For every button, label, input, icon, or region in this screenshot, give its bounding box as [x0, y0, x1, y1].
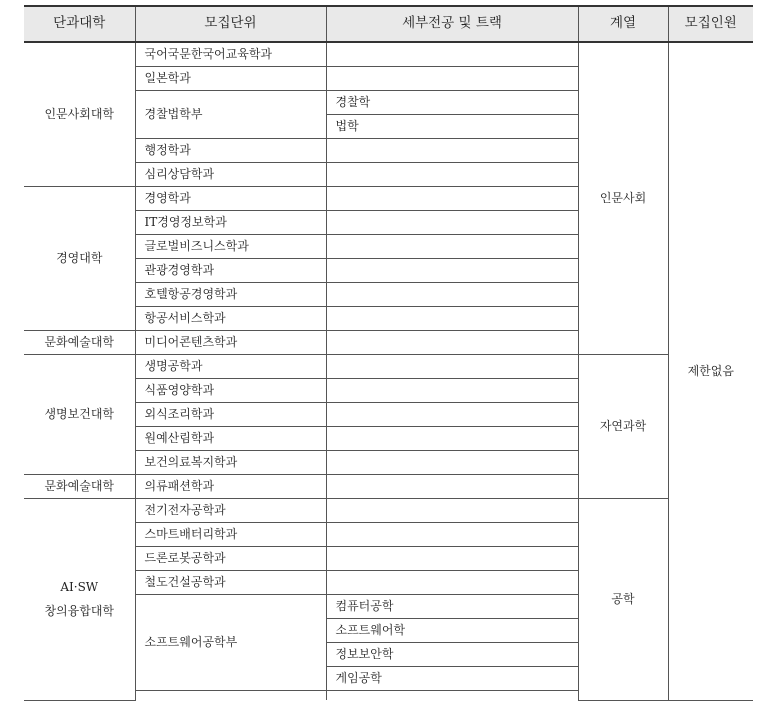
- track-cell: [326, 162, 578, 186]
- quota-cell: 제한없음: [668, 42, 753, 700]
- college-name-line1: AI·SW: [60, 580, 99, 594]
- unit-cell: 원예산림학과: [135, 426, 326, 450]
- unit-cell: 스마트배터리학과: [135, 522, 326, 546]
- track-cell: [326, 402, 578, 426]
- college-name-line2: 창의융합대학: [44, 604, 115, 618]
- field-cell: 공학: [578, 498, 668, 700]
- unit-cell: 심리상담학과: [135, 162, 326, 186]
- college-cell: [24, 498, 135, 700]
- track-cell: [326, 186, 578, 210]
- unit-cell: [135, 690, 326, 700]
- track-cell: 정보보안학: [326, 642, 578, 666]
- track-cell: [326, 426, 578, 450]
- track-cell: [326, 378, 578, 402]
- track-cell: [326, 306, 578, 330]
- unit-cell: 항공서비스학과: [135, 306, 326, 330]
- unit-cell: 호텔항공경영학과: [135, 282, 326, 306]
- unit-cell: 의류패션학과: [135, 474, 326, 498]
- college-cell: 문화예술대학: [24, 474, 135, 498]
- field-cell: 인문사회: [578, 42, 668, 354]
- college-cell: 경영대학: [24, 186, 135, 330]
- track-cell: 경찰학: [326, 90, 578, 114]
- track-cell: [326, 546, 578, 570]
- unit-cell: 철도건설공학과: [135, 570, 326, 594]
- header-row: [24, 6, 753, 42]
- track-cell: 컴퓨터공학: [326, 594, 578, 618]
- unit-cell: 보건의료복지학과: [135, 450, 326, 474]
- track-cell: [326, 498, 578, 522]
- table-row: [24, 498, 753, 522]
- college-cell: 생명보건대학: [24, 354, 135, 474]
- unit-cell: 행정학과: [135, 138, 326, 162]
- header-unit: 모집단위: [135, 6, 326, 42]
- track-cell: 게임공학: [326, 666, 578, 690]
- admissions-table: [24, 5, 753, 701]
- track-cell: [326, 570, 578, 594]
- track-cell: [326, 354, 578, 378]
- unit-cell: 경찰법학부: [135, 90, 326, 138]
- header-quota: 모집인원: [668, 6, 753, 42]
- unit-cell: 글로벌비즈니스학과: [135, 234, 326, 258]
- track-cell: [326, 450, 578, 474]
- unit-cell: 미디어콘텐츠학과: [135, 330, 326, 354]
- college-cell: 문화예술대학: [24, 330, 135, 354]
- track-cell: [326, 258, 578, 282]
- track-cell: [326, 138, 578, 162]
- unit-cell: 소프트웨어공학부: [135, 594, 326, 690]
- unit-cell: 생명공학과: [135, 354, 326, 378]
- track-cell: [326, 282, 578, 306]
- unit-cell: 식품영양학과: [135, 378, 326, 402]
- track-cell: [326, 234, 578, 258]
- header-field: 계열: [578, 6, 668, 42]
- unit-cell: 외식조리학과: [135, 402, 326, 426]
- track-cell: [326, 690, 578, 700]
- unit-cell: IT경영정보학과: [135, 210, 326, 234]
- track-cell: [326, 210, 578, 234]
- unit-cell: 드론로봇공학과: [135, 546, 326, 570]
- unit-cell: 경영학과: [135, 186, 326, 210]
- table-row: [24, 42, 753, 66]
- track-cell: [326, 330, 578, 354]
- header-track: 세부전공 및 트랙: [326, 6, 578, 42]
- table-row: [24, 354, 753, 378]
- track-cell: 법학: [326, 114, 578, 138]
- unit-cell: 관광경영학과: [135, 258, 326, 282]
- unit-cell: 전기전자공학과: [135, 498, 326, 522]
- track-cell: [326, 66, 578, 90]
- college-cell: 인문사회대학: [24, 42, 135, 186]
- unit-cell: 국어국문한국어교육학과: [135, 42, 326, 66]
- track-cell: [326, 474, 578, 498]
- track-cell: 소프트웨어학: [326, 618, 578, 642]
- header-college: 단과대학: [24, 6, 135, 42]
- unit-cell: 일본학과: [135, 66, 326, 90]
- field-cell: 자연과학: [578, 354, 668, 498]
- track-cell: [326, 42, 578, 66]
- track-cell: [326, 522, 578, 546]
